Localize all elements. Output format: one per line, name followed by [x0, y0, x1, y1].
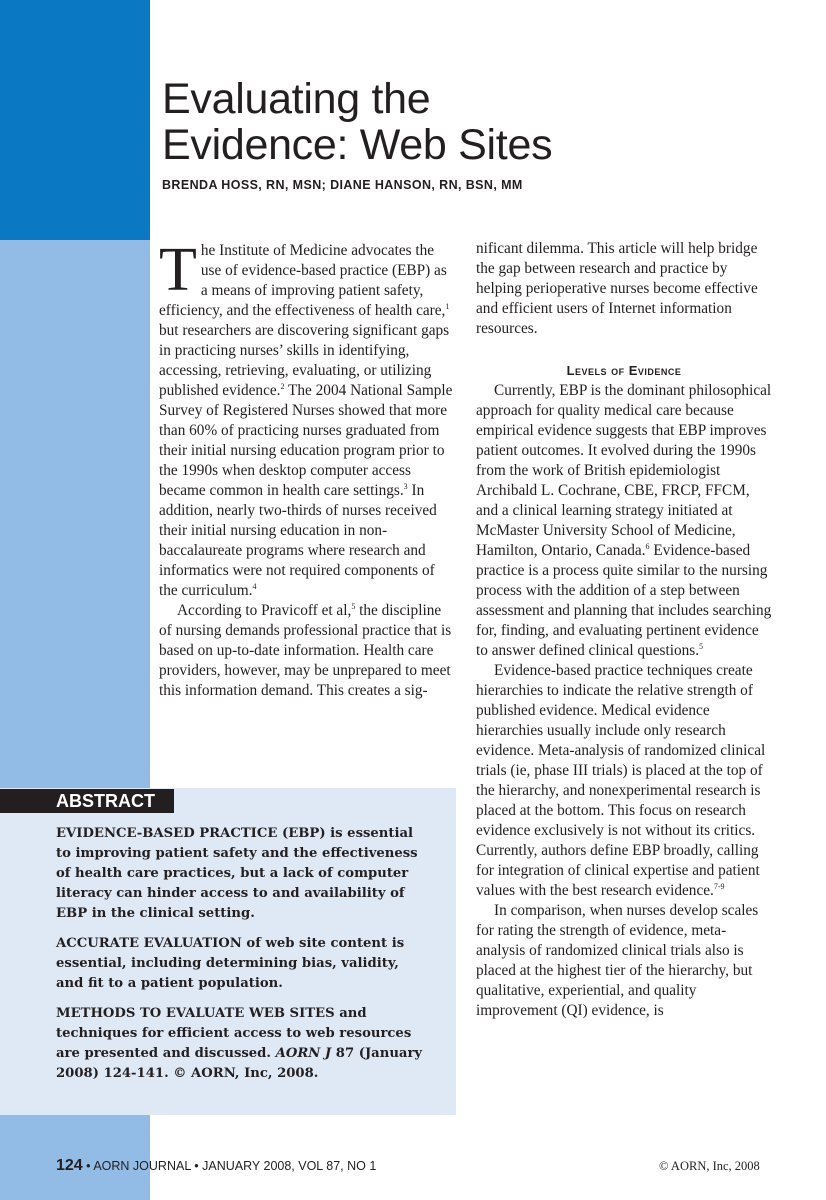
abstract-label: ABSTRACT: [0, 789, 174, 813]
abstract-text: [56, 824, 428, 1094]
citation-ref: 3: [403, 481, 408, 491]
header-color-band: [0, 0, 150, 240]
journal-name: AORN J: [275, 1046, 332, 1061]
body-paragraph: Currently, EBP is the dominant philosophical approach for quality medical care because empirical evidence suggests that EBP improves patient outcomes. It evolved during the 1990s from the work of British epidemiologist Archibald L. Cochrane, CBE, FRCP, FFCM, and a clinical learning strategy initiated at McMaster University School of Medicine, Hamilton, Ontario, Canada.$^6$ Evidence-based practice is a process quite similar to the nursing process with the addition of a step between assessment and planning that includes searching for, finding, and evaluating pertinent evidence to answer defined clinical questions.$^5$: [476, 382, 772, 659]
footer-copyright: © AORN, Inc, 2008: [659, 1159, 760, 1173]
body-paragraph: Evidence-based practice techniques create hierarchies to indicate the relative strength of published evidence. Medical evidence hierarchies usually include only research evidence. Meta-analysis of randomized clinical trials (ie, phase III trials) is placed at the top of the hierarchy, and nonexperimental research is placed at the bottom. This focus on research evidence exclusively is not without its critics. Currently, authors define EBP broadly, calling for integration of clinical expertise and patient values with the best research evidence.$^{7-9}$: [476, 662, 766, 899]
citation-ref: 5: [351, 601, 356, 611]
abstract-paragraph: EVIDENCE-BASED PRACTICE (EBP) is essential to improving patient safety and the effectiveness of health care practices, but a lack of computer literacy can hinder access to and availability of EBP in the clinical setting.: [56, 826, 418, 921]
title-line-2: Evidence: Web Sites: [162, 121, 553, 169]
page-footer: [56, 1156, 376, 1176]
citation-ref: 1: [445, 301, 450, 311]
citation-ref: 4: [252, 581, 257, 591]
body-column-1: [159, 236, 456, 701]
article-authors: BRENDA HOSS, RN, MSN; DIANE HANSON, RN, BSN, MM: [162, 178, 523, 192]
abstract-paragraph: METHODS TO EVALUATE WEB SITES and techniques for efficient access to web resources are presented and discussed. AORN J 87 (January 2008) 124-141. © AORN, Inc, 2008.: [56, 1006, 423, 1081]
article-title: [162, 76, 642, 168]
drop-cap: T: [159, 236, 197, 304]
abstract-paragraph: ACCURATE EVALUATION of web site content is essential, including determining bias, validity, and fit to a patient population.: [56, 936, 405, 991]
body-column-2: [476, 239, 772, 1021]
page-number: 124: [56, 1157, 83, 1174]
journal-info: • AORN JOURNAL • JANUARY 2008, VOL 87, NO 1: [82, 1159, 377, 1173]
body-paragraph: According to Pravicoff et al,$^5$ the discipline of nursing demands professional practice that is based on up-to-date information. Health care providers, however, may be unprepared to meet this information demand. This creates a sig-: [159, 601, 452, 699]
section-heading: Levels of Evidence: [566, 363, 682, 378]
citation-ref: 6: [645, 541, 650, 551]
intro-paragraph: The Institute of Medicine advocates the use of evidence-based practice (EBP) as a means of improving patient safety, efficiency, and the effectiveness of health care,$^1$ but researchers are discovering significant gaps in practicing nurses’ skills in identifying, accessing, retrieving, evaluating, or utilizing published evidence.$^2$ The 2004 National Sample Survey of Registered Nurses showed that more than 60% of practicing nurses graduated from their initial nursing education program prior to the 1990s when desktop computer access became common in health care settings.$^3$ In addition, nearly two-thirds of nurses received their initial nursing education in non-baccalaureate programs where research and informatics were not required components of the curriculum.$^4$: [159, 236, 453, 599]
citation-ref: 7-9: [713, 881, 725, 891]
citation-ref: 5: [699, 641, 704, 651]
body-paragraph: In comparison, when nurses develop scales for rating the strength of evidence, meta-analysis of randomized clinical trials also is placed at the highest tier of the hierarchy, but qualitative, experiential, and quality improvement (QI) evidence, is: [476, 902, 759, 1019]
citation-ref: 2: [280, 381, 285, 391]
title-line-1: Evaluating the: [162, 75, 431, 123]
body-paragraph: nificant dilemma. This article will help bridge the gap between research and practice by helping perioperative nurses become effective and efficient users of Internet information resources.: [476, 240, 758, 337]
